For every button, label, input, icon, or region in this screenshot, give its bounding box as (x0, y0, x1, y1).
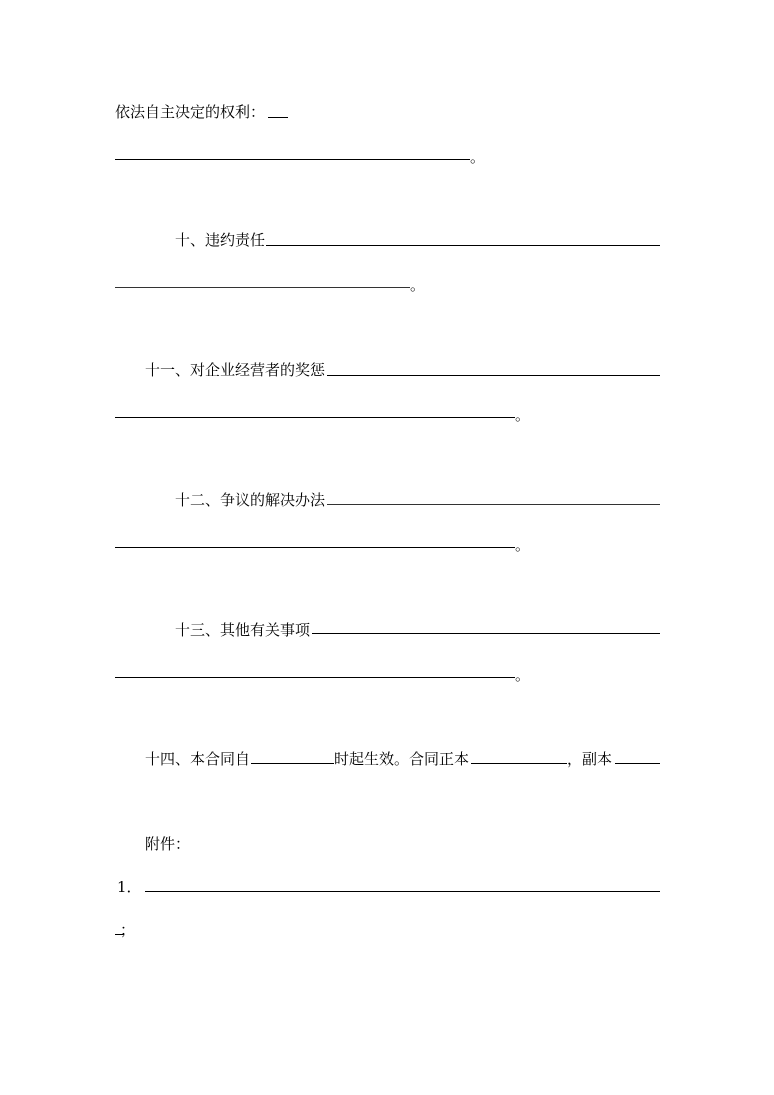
period: 。 (470, 148, 486, 166)
section-11-title: 十一、对企业经营者的奖惩 (145, 361, 326, 379)
rights-label: 依法自主决定的权利： (115, 103, 266, 121)
attachments-label: 附件： (145, 835, 191, 853)
section-13-blank-continued (115, 677, 515, 678)
section-13-title: 十三、其他有关事项 (175, 621, 311, 639)
section-14-start: 十四、本合同自 (145, 750, 251, 768)
period: 。 (515, 666, 531, 684)
attachment-1-number: 1． (117, 878, 142, 896)
section-11-blank (327, 375, 660, 376)
section-12-title: 十二、争议的解决办法 (175, 491, 326, 509)
section-10-title: 十、违约责任 (175, 231, 266, 249)
semicolon: ； (120, 921, 136, 939)
period: 。 (410, 276, 426, 294)
period: 。 (515, 406, 531, 424)
section-10-blank (266, 245, 660, 246)
rights-blank (268, 117, 288, 118)
duplicate-copies-blank (615, 763, 660, 764)
original-copies-blank (471, 763, 567, 764)
period: 。 (515, 536, 531, 554)
section-12-blank (327, 504, 660, 505)
section-12-blank-continued (115, 547, 515, 548)
section-10-blank-continued (115, 287, 410, 288)
effective-date-blank (251, 763, 334, 764)
section-14-middle: 时起生效。合同正本 (334, 750, 470, 768)
section-14-end: ，副本 (567, 750, 613, 768)
attachment-1-blank (145, 891, 660, 892)
rights-blank-continued (115, 159, 470, 160)
section-11-blank-continued (115, 417, 515, 418)
section-13-blank (312, 633, 660, 634)
